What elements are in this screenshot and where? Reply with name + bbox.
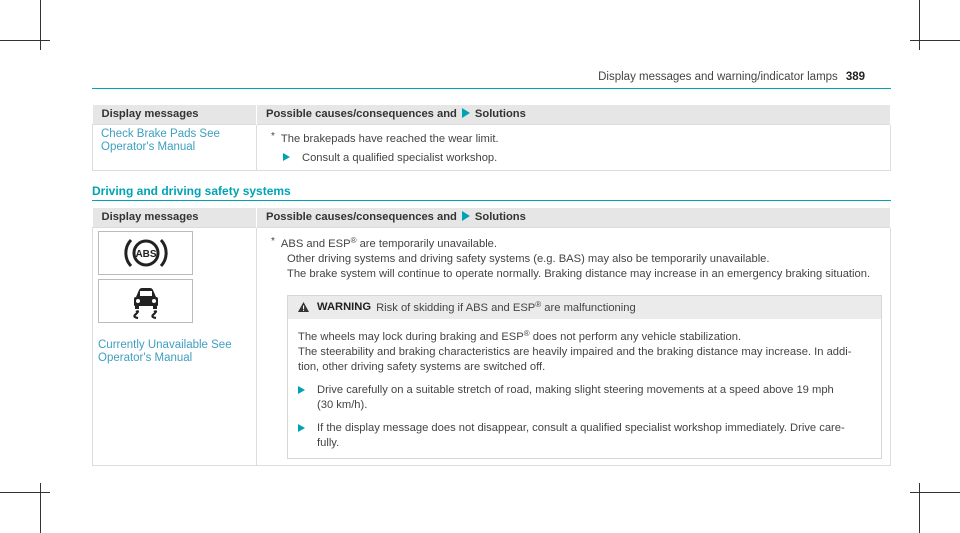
warning-title: Risk of skidding if ABS and ESP® are malfunctioning — [376, 300, 636, 314]
display-message: Check Brake Pads See Operator's Manual — [101, 127, 220, 153]
section-title: Driving and driving safety systems — [92, 184, 291, 198]
warning-header — [288, 296, 881, 319]
abs-warning-icon — [98, 231, 193, 275]
warning-step: If the display message does not disappear, consult a qualified specialist workshop immediately. Drive care- fully. — [298, 421, 871, 451]
step-bullet-icon — [298, 424, 305, 432]
action-bullet-icon — [283, 153, 290, 161]
col-header-messages: Display messages — [93, 208, 257, 227]
crop-mark — [910, 492, 960, 493]
crop-mark — [40, 483, 41, 533]
step-bullet-icon — [298, 386, 305, 394]
solutions-arrow-icon — [462, 211, 470, 221]
asterisk: * — [271, 235, 275, 247]
brake-system-text: The brake system will continue to operate normally. Braking distance may increase in an emergency braking situation. — [287, 267, 871, 280]
col-header-messages: Display messages — [93, 105, 257, 124]
crop-mark — [0, 40, 50, 41]
table-row — [93, 124, 891, 170]
table-row — [93, 227, 891, 465]
running-header — [560, 71, 865, 83]
crop-mark — [910, 40, 960, 41]
page-number: 389 — [845, 71, 865, 83]
skid-esp-icon — [98, 279, 193, 323]
warning-step: Drive carefully on a suitable stretch of road, making slight steering movements at a speed above 19 mph (30 km/h). — [298, 383, 871, 413]
warning-paragraph: The wheels may lock during braking and ESP® does not perform any vehicle stabilization. — [298, 328, 742, 343]
crop-mark — [919, 483, 920, 533]
col-header-causes: Possible causes/consequences and Solutions — [257, 105, 891, 124]
header-rule — [92, 88, 891, 89]
warning-body — [288, 319, 881, 458]
message-cell — [93, 227, 257, 465]
asterisk: * — [271, 130, 275, 142]
solutions-arrow-icon — [462, 108, 470, 118]
warning-paragraph: The steerability and braking characteristics are heavily impaired and the braking distance may increase. In addi- tion, other driving safety systems are switched off. — [298, 345, 852, 373]
crop-mark — [919, 0, 920, 50]
crop-mark — [0, 492, 50, 493]
display-message: Currently Unavailable See Operator's Manual — [98, 338, 232, 364]
warning-label: WARNING — [317, 301, 372, 313]
message-cell — [93, 124, 257, 170]
crop-mark — [40, 0, 41, 50]
warning-box — [287, 295, 882, 459]
section-rule — [92, 200, 891, 201]
table-header-row — [93, 208, 891, 227]
running-title: Display messages and warning/indicator lamps — [598, 71, 838, 83]
cause-cell — [257, 124, 891, 170]
svg-text:ABS: ABS — [134, 248, 157, 260]
cause-cell — [257, 227, 891, 465]
action-text: Consult a qualified specialist workshop. — [302, 151, 498, 164]
message-table-abs-esp — [92, 208, 891, 466]
message-table-brake-pads — [92, 105, 891, 171]
other-systems-text: Other driving systems and driving safety systems (e.g. BAS) may also be temporarily unavailable. — [287, 252, 770, 265]
cause-text: The brakepads have reached the wear limit. — [280, 132, 499, 145]
col-header-causes: Possible causes/consequences and Solutions — [257, 208, 891, 227]
table-header-row — [93, 105, 891, 124]
warning-triangle-icon — [298, 302, 309, 312]
cause-text: ABS and ESP® are temporarily unavailable. — [280, 235, 498, 250]
